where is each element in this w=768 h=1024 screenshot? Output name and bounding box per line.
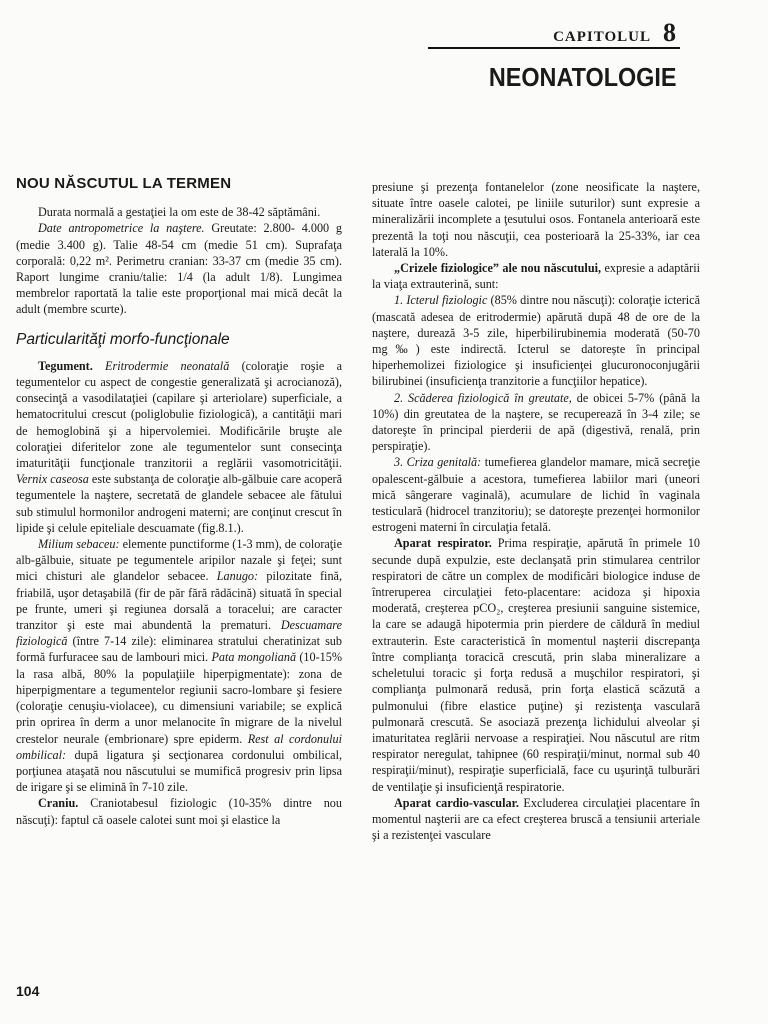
paragraph-gestation [16, 204, 342, 220]
chapter-rule [428, 47, 680, 49]
tegument-text: (coloraţie roşie a tegumentelor cu aspect de congestie generalizată şi acrocianoză), consecinţă a vasodilataţiei (capilare şi arteriolare) superficiale, a hematocritului crescut (poliglobulie fiziologică), a cantităţii mari de hemoglobină şi a hipervolemiei. Modificările bruşte ale coloraţiei diferitelor zone ale tegumentelor sunt consecinţa imaturităţii funcţionale tranzitorii a reglării vasomotricităţii. [16, 358, 342, 471]
fontanele-text: presiune şi prezenţa fontanelelor (zone neosificate la naştere, situate între oasele calotei, pe liniile suturilor) sunt expresie a mineralizării incomplete a ţesutului osos. Fontanela anterioară este prezentă la toţi nou născuţii, cea posterioară la 25-33%, iar cea laterală la 10%. [372, 180, 700, 259]
criza-text: tumefierea glandelor mamare, mică secreţie opalescent-gălbuie a acestora, tumefierea labiilor mari (uneori mică sângerare vaginală), acumulare de lichid în vaginala testiculară (hidrocel tranzitoriu); se datoreşte prezenţei hormonilor estrogeni materni în circulaţia fetală. [372, 455, 700, 535]
chapter-word: CAPITOLUL [553, 29, 651, 45]
paragraph-criza-genitala [372, 454, 700, 535]
chapter-number: 8 [663, 18, 676, 47]
pata-lead: Pata mongoliană [208, 650, 297, 665]
lanugo-text: pilozitate fină, friabilă, uşor detaşabilă (fir de păr fără rădăcină) situată în special pe frunte, umeri şi regiunea dorsală a toracelui; are caracter tranzitor şi este mai abundentă la prematuri. [16, 569, 342, 633]
cardio-head: Aparat cardio-vascular. [394, 795, 519, 810]
paragraph-cardio [372, 795, 700, 844]
crize-text: expresie a adaptării la viaţa extrauterină, sunt: [372, 261, 700, 292]
paragraph-craniu [16, 795, 342, 827]
section-title: NOU NĂSCUTUL LA TERMEN [16, 175, 232, 192]
respirator-head: Aparat respirator. [394, 536, 492, 551]
craniu-text: Craniotabesul fiziologic (10-35% dintre nou născuţi): faptul că oasele calotei sunt moi şi elastice la [16, 796, 342, 827]
anthropometry-text: Greutate: 2.800- 4.000 g (medie 3.400 g). Talie 48-54 cm (medie 51 cm). Suprafaţa corporală: 0,22 m². Perimetru cranian: 33-37 cm (medie 35 cm). Raport lungime craniu/talie: 1/4 (la adult 1/8). Lungimea membrelor raportată la talie este proporţional mai mică decât la adult (membre scurte). [16, 221, 342, 317]
pata-text: (10-15% la rasa albă, 80% la populaţiile hiperpigmentate): zona de hiperpigmentare a tegumentelor regiunii sacro-lombare şi fesiere (coloraţie cenuşiu-violacee), cu dimensiuni variabile; se explică prin oprirea în derm a unor melanocite în migrare de la nivelul crestelor neurale (embrionare) spre epiderm. [16, 650, 342, 746]
gestation-text: Durata normală a gestaţiei la om este de 38-42 săptămâni. [38, 205, 321, 220]
cordon-text: după ligatura şi secţionarea cordonului ombilical, porţiunea ataşată nou născutului se mumifică progresiv prin lipsa de irigare şi se elimină în 7-10 zile. [16, 747, 342, 795]
tegument-head: Tegument. [38, 358, 93, 373]
crize-head: „Crizele fiziologice” ale nou născutului, [394, 261, 602, 276]
vernix-lead: Vernix caseosa [16, 472, 89, 487]
descuamare-lead: Descuamare fiziologică [16, 618, 342, 649]
cardio-text: Excluderea circulaţiei placentare în momentul naşterii are ca efect creşterea bruscă a tensiunii arteriale şi a rezistenţei vasculare [372, 795, 700, 843]
milium-text: elemente punctiforme (1-3 mm), de coloraţie alb-gălbuie, situate pe tegumentele aripilor nazale şi feţei; sunt mici chisturi ale glandelor sebacee. [16, 537, 342, 584]
greutate-lead: 2. Scăderea fiziologică în greutate, [394, 390, 572, 405]
anthropometry-lead: Date antropometrice la naştere. [38, 221, 205, 236]
paragraph-tegument [16, 358, 342, 536]
respirator-text: Prima respiraţie, apărută în primele 10 secunde după expulzie, este declanşată prin stimularea centrilor respiratori de către un complex de modificări biologice induse de întreruperea circulaţiei feto-placentare: acidoza şi hipoxia moderată, creşterea pCO₂, creşterea presiunii sanguine sistemice, la care se adaugă hipotermia prin pierdere de căldură în mediul extrauterin. Este caracteristică în momentul naşterii discrepanţa între complianţa toracică crescută, prin slaba mineralizare a scheletului toracic şi forţa redusă a muşchilor respiratori, şi complianţa pulmonară redusă, prin forţa elastică scăzută a pulmonului (fibre elastice puţine) şi rezistenţa vasculară pulmonară crescută. Se asociază prezenţa lichidului alveolar şi imaturitatea reglării nervoase a respiraţiei. Nou născutul are ritm respirator neregulat, tahipnee (60 respiraţii/minut, normal sub 40 respiraţii/minut), respiraţie superficială, face cu uşurinţă tulburări de ventilaţie şi insuficienţă respiratorie. [372, 536, 701, 794]
milium-lead: Milium sebaceu: [38, 537, 120, 552]
paragraph-anthropometry [16, 220, 342, 317]
greutate-text: de obicei 5-7% (până la 10%) din greutatea de la naştere, se recuperează în 3-4 zile; se datoreşte în principal pierderii de apă (digestivă, renală, prin perspiraţie). [372, 390, 700, 454]
lanugo-lead: Lanugo: [208, 569, 259, 584]
paragraph-milium [16, 536, 342, 795]
page-number: 104 [16, 983, 40, 999]
descuamare-text: (între 7-14 zile): eliminarea stratului cheratinizat sub formă furfuracee sau de lambouri mici. [16, 634, 342, 665]
tegument-lead: Eritrodermie neonatală [92, 358, 230, 373]
subsection-title: Particularităţi morfo-funcţionale [16, 330, 230, 348]
paragraph-greutate [372, 390, 700, 455]
criza-lead: 3. Criza genitală: [394, 455, 482, 470]
paragraph-icter [372, 292, 700, 389]
page-title: NEONATOLOGIE [488, 62, 676, 92]
vernix-text: este substanţa de coloraţie alb-gălbuie care acoperă tegumentele la naştere, secretată de glandele sebacee ale fătului sub stimulul hormonilor androgeni materni; are conţinut crescut în lipide şi celule epiteliale descuamate (fig.8.1.). [16, 472, 342, 535]
craniu-head: Craniu. [38, 796, 79, 811]
right-column [372, 179, 700, 843]
paragraph-respirator [372, 535, 700, 794]
cordon-lead: Rest al cordonului ombilical: [16, 731, 342, 762]
chapter-heading [553, 18, 676, 48]
left-column [16, 176, 342, 828]
icter-text: (85% dintre nou născuţi): coloraţie icterică (mascată adesea de eritrodermie) apărută după 48 de ore de la naştere, durează 3-5 zile, hiperbilirubinemia moderată (50-70 mg‰) este indirectă. Icterul se datorește în principal hiperhemolizei fiziologice şi insuficienţei glucuronoconjugării bilirubinei (insuficienţa tranzitorie a funcţiilor hepatice). [372, 293, 700, 389]
icter-lead: 1. Icterul fiziologic [394, 293, 488, 308]
paragraph-fontanele [372, 179, 700, 260]
paragraph-crize [372, 260, 700, 292]
